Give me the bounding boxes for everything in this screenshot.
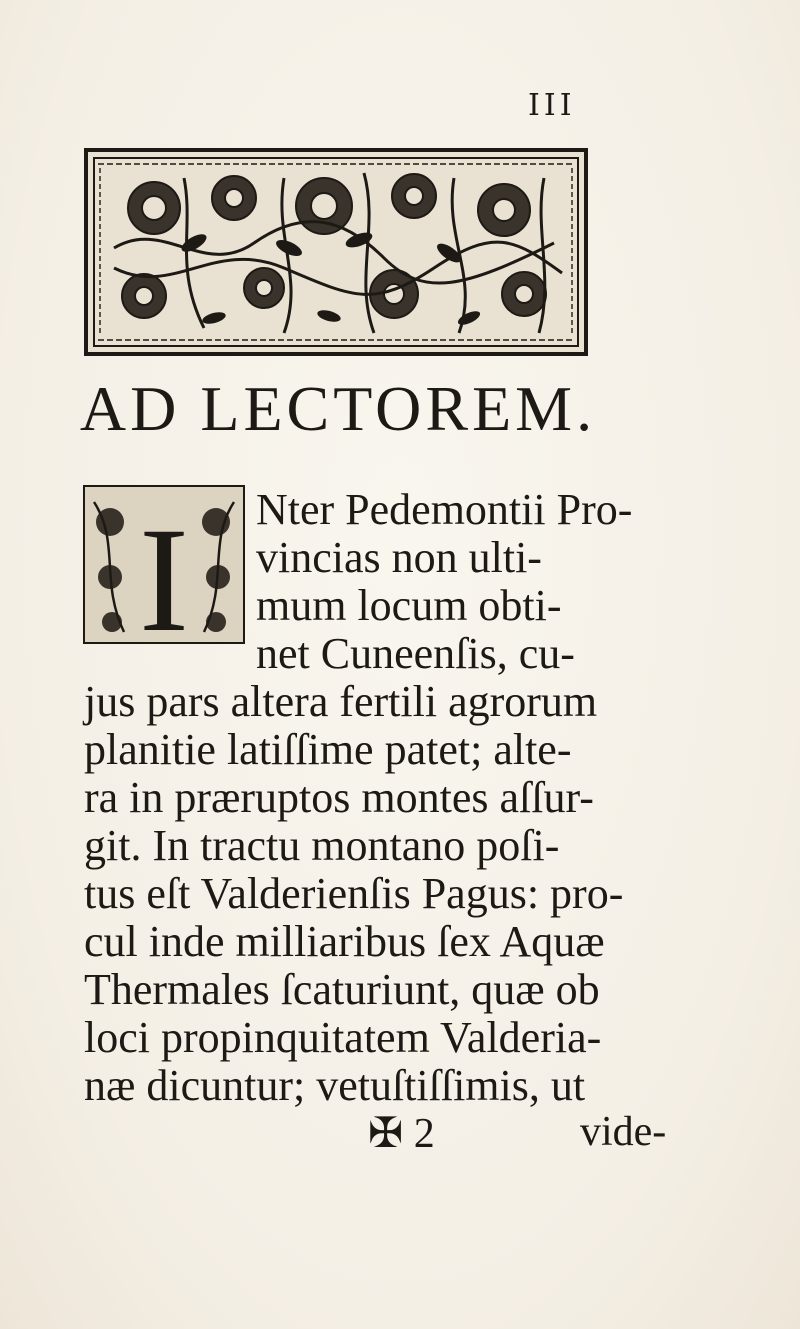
signature-mark: ✠ 2: [368, 1111, 435, 1157]
text-line-2: vincias non ulti-: [256, 533, 542, 582]
decorated-initial-letter: [80, 482, 248, 647]
text-line-12: loci propinquitatem Valderia-: [84, 1013, 602, 1062]
text-line-5: jus pars altera fertili agrorum: [84, 677, 598, 726]
text-line-9: tus eſt Valderienſis Pagus: pro-: [84, 869, 624, 918]
page-heading: AD LECTOREM.: [79, 373, 597, 444]
svg-text:I: I: [139, 497, 189, 647]
page-number: III: [528, 88, 576, 123]
text-line-8: git. In tractu montano poſi-: [84, 821, 560, 870]
text-line-3: mum locum obti-: [256, 581, 562, 630]
text-line-13: næ dicuntur; vetuſtiſſimis, ut: [84, 1061, 586, 1110]
text-line-6: planitie latiſſime patet; alte-: [84, 725, 572, 774]
text-line-4: net Cuneenſis, cu-: [256, 629, 575, 678]
text-line-1: Nter Pedemontii Pro-: [256, 485, 633, 534]
catchword: vide-: [580, 1109, 667, 1155]
text-line-11: Thermales ſcaturiunt, quæ ob: [84, 965, 600, 1014]
text-line-10: cul inde milliaribus ſex Aquæ: [84, 917, 605, 966]
floral-headpiece-ornament: [84, 148, 588, 356]
text-line-7: ra in præruptos montes aſſur-: [84, 773, 594, 822]
